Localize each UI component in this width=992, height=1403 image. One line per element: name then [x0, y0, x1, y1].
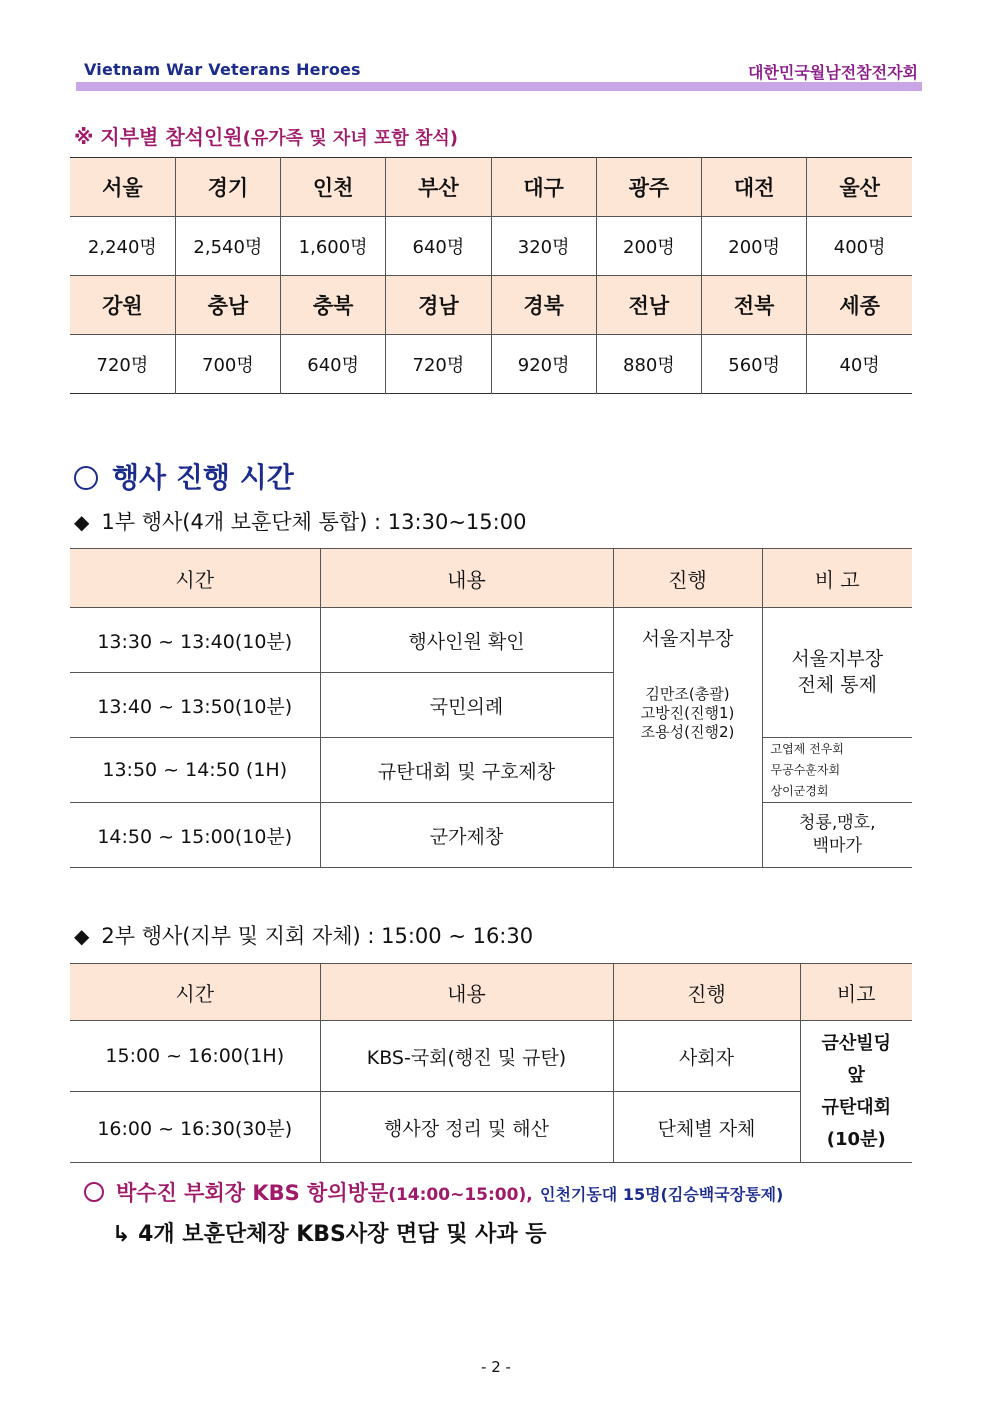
branch-name: 대구 [491, 158, 596, 217]
time-cell: 13:30 ~ 13:40(10분) [70, 608, 320, 673]
note-cell [762, 803, 912, 868]
branch-name: 대전 [702, 158, 807, 217]
branch-name: 경북 [491, 276, 596, 335]
table-row [70, 158, 912, 217]
visit-extra: 인천기동대 15명(김승백국장통제) [539, 1185, 784, 1204]
note-cell [800, 1021, 912, 1163]
branch-name: 광주 [596, 158, 701, 217]
table-row [70, 276, 912, 335]
branch-name: 서울 [70, 158, 175, 217]
column-header: 비고 [800, 964, 912, 1021]
header-left-text: Vietnam War Veterans Heroes [84, 60, 361, 79]
content-cell: KBS-국회(행진 및 규탄) [320, 1021, 613, 1092]
column-header: 진행 [613, 964, 800, 1021]
host-cell: 사회자 [613, 1021, 800, 1092]
branch-count: 400명 [807, 217, 912, 276]
part1-title [74, 506, 526, 536]
branch-name: 충북 [281, 276, 386, 335]
note-cell [762, 608, 912, 738]
note-line: 무공수훈자회 [770, 762, 841, 777]
content-cell: 군가제창 [320, 803, 613, 868]
content-cell: 행사인원 확인 [320, 608, 613, 673]
branch-name: 울산 [807, 158, 912, 217]
branch-count: 2,240명 [70, 217, 175, 276]
table-header-row [70, 964, 912, 1021]
branch-count: 640명 [386, 217, 491, 276]
content-cell: 규탄대회 및 구호제창 [320, 738, 613, 803]
part2-title [74, 920, 533, 950]
branch-name: 인천 [281, 158, 386, 217]
time-cell: 15:00 ~ 16:00(1H) [70, 1021, 320, 1092]
column-header: 진행 [613, 549, 762, 608]
note-line: 청룡,맹호, [799, 813, 876, 833]
branch-count: 200명 [596, 217, 701, 276]
page-number: - 2 - [481, 1358, 511, 1376]
branch-count: 920명 [491, 335, 596, 394]
host-staff: 조용성(진행2) [640, 723, 735, 741]
part2-schedule-table [70, 963, 912, 1163]
host-staff: 김만조(총괄) [645, 685, 730, 703]
part1-schedule-table [70, 548, 912, 868]
branch-name: 강원 [70, 276, 175, 335]
branch-attendance-table [70, 157, 912, 394]
host-cell [613, 608, 762, 868]
reference-mark: ※ [74, 125, 94, 149]
part2-title-text: 2부 행사(지부 및 지회 자체) : 15:00 ∼ 16:30 [101, 924, 534, 948]
kbs-visit-note [84, 1177, 783, 1207]
branch-name: 전남 [596, 276, 701, 335]
branch-name: 부산 [386, 158, 491, 217]
visit-person: 박수진 [116, 1181, 177, 1205]
branch-count: 40명 [807, 335, 912, 394]
header-divider [76, 82, 922, 91]
branch-count: 720명 [386, 335, 491, 394]
note-line: 상이군경회 [770, 783, 829, 798]
note-line: 규탄대회 [821, 1096, 892, 1118]
note-line: 전체 통제 [797, 674, 877, 696]
branch-title-main: 지부별 참석인원 [100, 125, 243, 149]
branch-name: 충남 [175, 276, 280, 335]
table-row [70, 1092, 912, 1163]
table-row [70, 803, 912, 868]
time-cell: 16:00 ~ 16:30(30분) [70, 1092, 320, 1163]
branch-count: 720명 [70, 335, 175, 394]
note-line: 백마가 [812, 836, 862, 856]
note-line: 앞 [847, 1064, 865, 1086]
table-row [70, 217, 912, 276]
branch-count: 880명 [596, 335, 701, 394]
header-right-text: 대한민국월남전참전자회 [747, 63, 918, 82]
table-row [70, 335, 912, 394]
branch-count: 560명 [702, 335, 807, 394]
branch-count: 320명 [491, 217, 596, 276]
note-cell [762, 738, 912, 803]
part1-title-text: 1부 행사(4개 보훈단체 통합) : 13:30∼15:00 [101, 510, 527, 534]
note-line: 서울지부장 [791, 648, 884, 670]
content-cell: 국민의례 [320, 673, 613, 738]
column-header: 시간 [70, 549, 320, 608]
branch-name: 경남 [386, 276, 491, 335]
branch-section-title [74, 121, 458, 150]
visit-role: 부회장 KBS 항의방문 [184, 1181, 389, 1205]
visit-time: (14:00∼15:00), [388, 1185, 533, 1205]
branch-count: 1,600명 [281, 217, 386, 276]
branch-title-sub: (유가족 및 자녀 포함 참석) [242, 128, 459, 149]
table-row [70, 1021, 912, 1092]
column-header: 비 고 [762, 549, 912, 608]
time-cell: 13:40 ~ 13:50(10분) [70, 673, 320, 738]
column-header: 내용 [320, 549, 613, 608]
branch-name: 경기 [175, 158, 280, 217]
branch-count: 700명 [175, 335, 280, 394]
diamond-bullet-icon: ◆ [74, 510, 90, 534]
note-line: (10분) [826, 1128, 886, 1150]
note-line: 금산빌딩 [821, 1032, 892, 1054]
schedule-heading [74, 456, 294, 496]
host-staff: 고방진(진행1) [640, 704, 735, 722]
host-staff-list [614, 685, 762, 742]
column-header: 내용 [320, 964, 613, 1021]
host-cell: 단체별 자체 [613, 1092, 800, 1163]
time-cell: 14:50 ~ 15:00(10분) [70, 803, 320, 868]
circle-bullet-icon [74, 466, 98, 490]
table-header-row [70, 549, 912, 608]
branch-count: 2,540명 [175, 217, 280, 276]
time-cell: 13:50 ~ 14:50 (1H) [70, 738, 320, 803]
content-cell: 행사장 정리 및 해산 [320, 1092, 613, 1163]
diamond-bullet-icon: ◆ [74, 924, 90, 948]
host-main: 서울지부장 [641, 628, 734, 650]
branch-count: 640명 [281, 335, 386, 394]
note-line: 고엽제 전우회 [770, 741, 844, 756]
meeting-note: ↳ 4개 보훈단체장 KBS사장 면담 및 사과 등 [112, 1222, 547, 1247]
branch-count: 200명 [702, 217, 807, 276]
circle-bullet-icon [84, 1182, 104, 1202]
table-row [70, 608, 912, 673]
branch-name: 전북 [702, 276, 807, 335]
column-header: 시간 [70, 964, 320, 1021]
schedule-heading-text: 행사 진행 시간 [112, 461, 294, 494]
branch-name: 세종 [807, 276, 912, 335]
table-row [70, 738, 912, 803]
